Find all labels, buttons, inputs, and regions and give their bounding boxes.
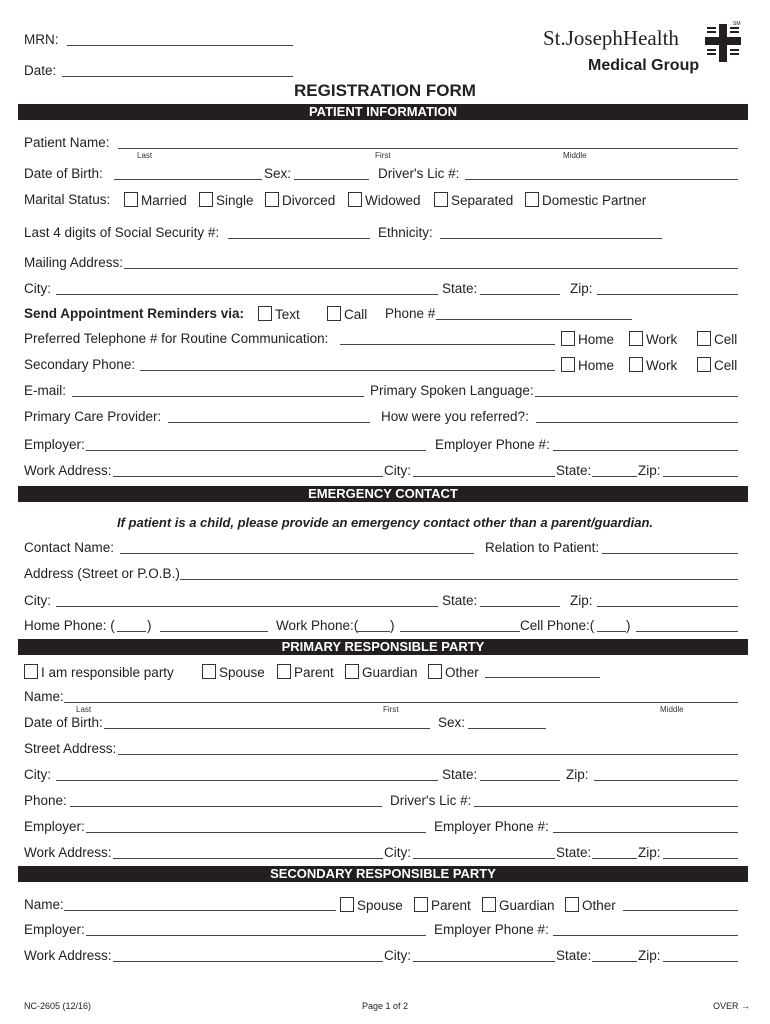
pr-work-address-field[interactable]	[113, 858, 383, 859]
ec-city-label: City:	[24, 593, 51, 608]
pr-phone-label: Phone:	[24, 793, 67, 808]
pr-dob-field[interactable]	[104, 728, 430, 729]
pr-guardian-option[interactable]: Guardian	[345, 664, 418, 681]
ec-cell-paren: )	[626, 618, 631, 633]
ec-address-field[interactable]	[180, 579, 738, 580]
checkbox[interactable]	[629, 331, 643, 346]
ssn-label: Last 4 digits of Social Security #:	[24, 225, 220, 240]
city-label: City:	[24, 281, 51, 296]
reminders-label: Send Appointment Reminders via:	[24, 306, 245, 321]
ssn-field[interactable]	[228, 238, 370, 239]
pr-parent-option[interactable]: Parent	[277, 664, 334, 681]
email-field[interactable]	[72, 396, 364, 397]
checkbox[interactable]	[199, 192, 213, 207]
sr-state-label: State:	[556, 948, 592, 963]
sr-employer-phone-label: Employer Phone #:	[434, 922, 549, 937]
checkbox[interactable]	[414, 897, 428, 912]
ec-cell-phone-field[interactable]	[636, 631, 738, 632]
ec-work-phone-field[interactable]	[400, 631, 520, 632]
pr-dl-label: Driver's Lic #:	[390, 793, 472, 808]
email-label: E-mail:	[24, 383, 67, 398]
ec-state-field[interactable]	[480, 606, 560, 607]
pr-sex-label: Sex:	[438, 715, 466, 730]
pr-work-city-label: City:	[384, 845, 411, 860]
pr-spouse-option[interactable]: Spouse	[202, 664, 265, 681]
checkbox[interactable]	[434, 192, 448, 207]
preferred-phone-field[interactable]	[340, 344, 555, 345]
contact-name-field[interactable]	[120, 553, 474, 554]
middle-sublabel: Middle	[563, 151, 587, 160]
sr-work-address-label: Work Address:	[24, 948, 112, 963]
reminder-call-option[interactable]: Call	[327, 306, 367, 323]
work-state-field[interactable]	[592, 476, 637, 477]
date-label: Date:	[24, 63, 57, 78]
sr-zip-field[interactable]	[663, 961, 738, 962]
checkbox[interactable]	[24, 664, 38, 679]
checkbox[interactable]	[428, 664, 442, 679]
checkbox[interactable]	[124, 192, 138, 207]
sr-guardian-option[interactable]: Guardian	[482, 897, 555, 914]
ec-zip-label: Zip:	[570, 593, 593, 608]
emergency-note: If patient is a child, please provide an emergency contact other than a parent/guardian.	[116, 515, 654, 530]
ec-cell-phone-label: Cell Phone:(	[520, 618, 595, 633]
cross-icon	[705, 24, 741, 62]
referred-field[interactable]	[536, 422, 738, 423]
work-address-label: Work Address:	[24, 463, 112, 478]
language-label: Primary Spoken Language:	[370, 383, 534, 398]
zip-label: Zip:	[570, 281, 593, 296]
checkbox[interactable]	[561, 357, 575, 372]
section-patient-information: PATIENT INFORMATION	[18, 104, 748, 120]
section-emergency-contact: EMERGENCY CONTACT	[18, 486, 748, 502]
pr-work-address-label: Work Address:	[24, 845, 112, 860]
form-title: REGISTRATION FORM	[294, 81, 476, 100]
pr-state-label: State:	[442, 767, 478, 782]
patient-name-label: Patient Name:	[24, 135, 110, 150]
checkbox[interactable]	[697, 331, 711, 346]
pref-cell-option[interactable]: Cell	[697, 331, 737, 348]
mrn-field[interactable]	[67, 45, 293, 46]
checkbox[interactable]	[525, 192, 539, 207]
pr-phone-field[interactable]	[70, 806, 382, 807]
pr-city-label: City:	[24, 767, 51, 782]
ec-work-area-field[interactable]	[356, 631, 390, 632]
pr-zip-field[interactable]	[594, 780, 738, 781]
reminder-text-option[interactable]: Text	[258, 306, 300, 323]
mrn-label: MRN:	[24, 32, 59, 47]
marital-status-label: Marital Status:	[24, 192, 111, 207]
pr-state-field[interactable]	[480, 780, 560, 781]
pr-work-state-field[interactable]	[592, 858, 637, 859]
work-city-label: City:	[384, 463, 411, 478]
pr-work-state-label: State:	[556, 845, 592, 860]
sr-work-address-field[interactable]	[113, 961, 383, 962]
reminder-phone-field[interactable]	[436, 319, 632, 320]
pr-employer-label: Employer:	[24, 819, 85, 834]
relation-label: Relation to Patient:	[485, 540, 600, 555]
section-primary-responsible-party: PRIMARY RESPONSIBLE PARTY	[18, 639, 748, 655]
checkbox[interactable]	[482, 897, 496, 912]
relation-field[interactable]	[602, 553, 738, 554]
ethnicity-field[interactable]	[440, 238, 662, 239]
date-field[interactable]	[62, 76, 293, 77]
dob-field[interactable]	[114, 179, 262, 180]
employer-field[interactable]	[86, 450, 426, 451]
sr-employer-phone-field[interactable]	[553, 935, 738, 936]
employer-label: Employer:	[24, 437, 85, 452]
sr-parent-option[interactable]: Parent	[414, 897, 471, 914]
work-address-field[interactable]	[113, 476, 383, 477]
sr-name-label: Name:	[24, 897, 64, 912]
mailing-address-field[interactable]	[124, 268, 738, 269]
sr-other-option[interactable]: Other	[565, 897, 616, 914]
pr-street-label: Street Address:	[24, 741, 117, 756]
ec-work-paren: )	[390, 618, 395, 633]
ec-home-phone-field[interactable]	[160, 631, 268, 632]
i-am-responsible-option[interactable]: I am responsible party	[24, 664, 174, 681]
secondary-phone-field[interactable]	[140, 370, 555, 371]
logo-subtitle: Medical Group	[588, 57, 700, 74]
sr-city-field[interactable]	[413, 961, 555, 962]
marital-single[interactable]: Single	[199, 192, 254, 209]
pref-home-option[interactable]: Home	[561, 331, 614, 348]
state-field[interactable]	[480, 294, 560, 295]
dob-label: Date of Birth:	[24, 166, 103, 181]
pr-name-field[interactable]	[64, 702, 738, 703]
checkbox[interactable]	[345, 664, 359, 679]
ec-zip-field[interactable]	[597, 606, 738, 607]
sr-spouse-option[interactable]: Spouse	[340, 897, 403, 914]
drivers-lic-label: Driver's Lic #:	[378, 166, 460, 181]
employer-phone-label: Employer Phone #:	[435, 437, 550, 452]
drivers-lic-field[interactable]	[465, 179, 738, 180]
checkbox[interactable]	[629, 357, 643, 372]
city-field[interactable]	[56, 294, 438, 295]
preferred-phone-label: Preferred Telephone # for Routine Communication:	[24, 331, 329, 346]
pr-work-zip-label: Zip:	[638, 845, 661, 860]
ec-work-phone-label: Work Phone:(	[276, 618, 359, 633]
ec-cell-area-field[interactable]	[597, 631, 626, 632]
pr-first-sublabel: First	[383, 705, 399, 714]
work-state-label: State:	[556, 463, 592, 478]
sr-employer-field[interactable]	[86, 935, 426, 936]
sr-city-label: City:	[384, 948, 411, 963]
marital-married[interactable]: Married	[124, 192, 187, 209]
pr-city-field[interactable]	[56, 780, 438, 781]
form-code: NC-2605 (12/16)	[24, 1001, 92, 1011]
pr-other-option[interactable]: Other	[428, 664, 479, 681]
pr-other-field[interactable]	[485, 677, 600, 678]
checkbox[interactable]	[340, 897, 354, 912]
ec-state-label: State:	[442, 593, 478, 608]
section-secondary-responsible-party: SECONDARY RESPONSIBLE PARTY	[18, 866, 748, 882]
sr-other-field[interactable]	[623, 910, 738, 911]
sex-label: Sex:	[264, 166, 292, 181]
checkbox[interactable]	[348, 192, 362, 207]
sr-state-field[interactable]	[592, 961, 637, 962]
pr-dob-label: Date of Birth:	[24, 715, 103, 730]
pr-employer-phone-field[interactable]	[553, 832, 738, 833]
sec-home-option[interactable]: Home	[561, 357, 614, 374]
first-sublabel: First	[375, 151, 391, 160]
sr-zip-label: Zip:	[638, 948, 661, 963]
language-field[interactable]	[535, 396, 738, 397]
checkbox[interactable]	[202, 664, 216, 679]
last-sublabel: Last	[137, 151, 153, 160]
pr-employer-field[interactable]	[86, 832, 426, 833]
ec-city-field[interactable]	[56, 606, 438, 607]
pr-street-field[interactable]	[118, 754, 738, 755]
pr-dl-field[interactable]	[474, 806, 738, 807]
work-zip-field[interactable]	[663, 476, 738, 477]
marital-divorced[interactable]: Divorced	[265, 192, 335, 209]
work-city-field[interactable]	[413, 476, 555, 477]
reminder-phone-label: Phone #	[385, 306, 436, 321]
sec-cell-option[interactable]: Cell	[697, 357, 737, 374]
pcp-field[interactable]	[168, 422, 370, 423]
checkbox[interactable]	[561, 331, 575, 346]
marital-separated[interactable]: Separated	[434, 192, 513, 209]
ec-address-label: Address (Street or P.O.B.)	[24, 566, 180, 581]
pr-name-label: Name:	[24, 689, 64, 704]
marital-domestic-partner[interactable]: Domestic Partner	[525, 192, 646, 209]
ec-home-paren: )	[147, 618, 152, 633]
logo-tm: SM	[733, 21, 741, 27]
logo-name: St.JosephHealth	[543, 26, 679, 50]
checkbox[interactable]	[277, 664, 291, 679]
pref-work-option[interactable]: Work	[629, 331, 677, 348]
work-zip-label: Zip:	[638, 463, 661, 478]
over-indicator: OVER →	[713, 1001, 751, 1011]
pr-employer-phone-label: Employer Phone #:	[434, 819, 549, 834]
secondary-phone-label: Secondary Phone:	[24, 357, 136, 372]
employer-phone-field[interactable]	[553, 450, 738, 451]
ec-home-area-field[interactable]	[117, 631, 146, 632]
sex-field[interactable]	[294, 179, 369, 180]
pr-middle-sublabel: Middle	[660, 705, 684, 714]
ec-home-phone-label: Home Phone: (	[24, 618, 115, 633]
sr-employer-label: Employer:	[24, 922, 85, 937]
pr-work-city-field[interactable]	[413, 858, 555, 859]
checkbox[interactable]	[565, 897, 579, 912]
state-label: State:	[442, 281, 478, 296]
checkbox[interactable]	[697, 357, 711, 372]
contact-name-label: Contact Name:	[24, 540, 115, 555]
page-number: Page 1 of 2	[362, 1001, 409, 1011]
checkbox[interactable]	[258, 306, 272, 321]
pr-last-sublabel: Last	[76, 705, 92, 714]
referred-label: How were you referred?:	[381, 409, 529, 424]
checkbox[interactable]	[327, 306, 341, 321]
pr-sex-field[interactable]	[468, 728, 546, 729]
sr-name-field[interactable]	[64, 910, 336, 911]
patient-name-field[interactable]	[118, 148, 738, 149]
marital-widowed[interactable]: Widowed	[348, 192, 421, 209]
pcp-label: Primary Care Provider:	[24, 409, 162, 424]
pr-work-zip-field[interactable]	[663, 858, 738, 859]
sec-work-option[interactable]: Work	[629, 357, 677, 374]
zip-field[interactable]	[597, 294, 738, 295]
pr-zip-label: Zip:	[566, 767, 589, 782]
checkbox[interactable]	[265, 192, 279, 207]
ethnicity-label: Ethnicity:	[378, 225, 433, 240]
mailing-address-label: Mailing Address:	[24, 255, 124, 270]
